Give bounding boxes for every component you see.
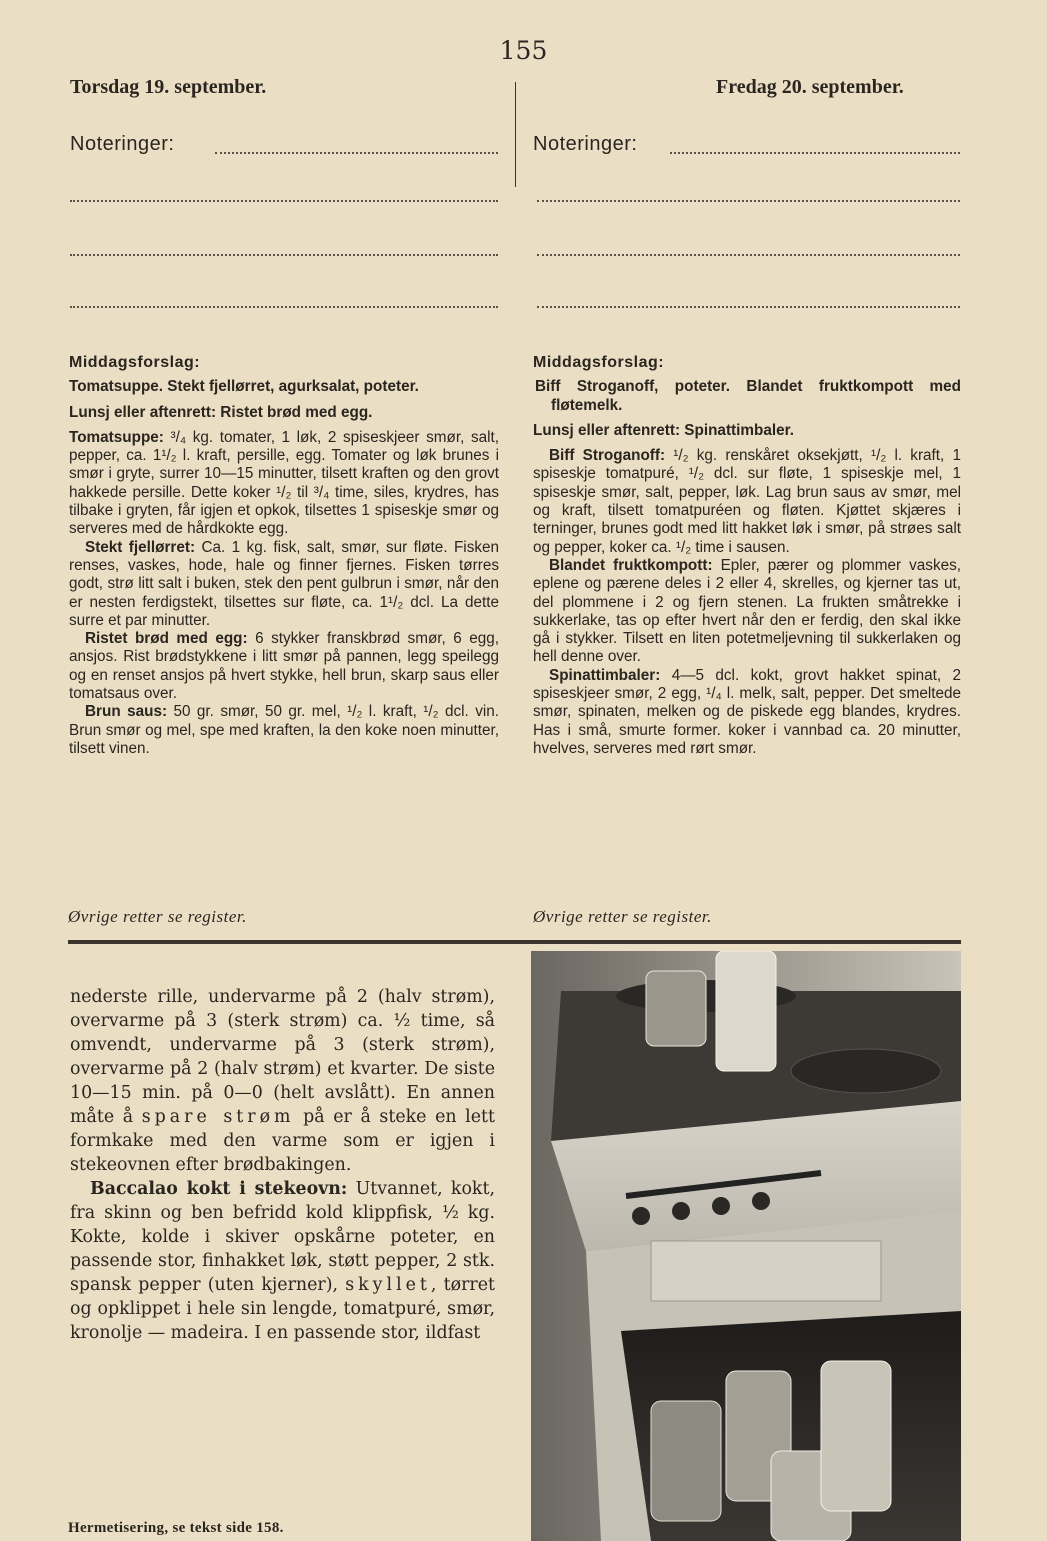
left-recipe-fjellorret [69,539,499,630]
left-recipe-brun-saus [69,703,499,758]
recipe-text: ³/₄ kg. tomater, 1 løk, 2 spiseskjeer smør, salt, pepper, ca. 1¹/₂ l. kraft, persille, egg. Tomater og løk brunes i smør i gryte, surrer 10—15 minutter, tilsett kraften og den grovt hakkede persille. Dette koker ¹/₂ til ³/₄ time, siles, krydres, has tilbake i gryten, får igjen et opkok, tilsettes 1 spiseskje smør og serveres med de hårdkokte egg. [69,428,499,538]
recipe-text: Epler, pærer og plommer vaskes, eplene og pærene deles i 2 eller 4, skrelles, og kjerner tas ut, del plommene i 2 og fjern stenen. La frukten småtrekke i sukkerlake, tas op efter hvert når den er ferdig, den skal ikke gå i stykker. Tilsett en liten potetmeljevning til sukkerlaken og hell denne over. [533,556,961,666]
left-day-title: Torsdag 19. september. [70,76,267,98]
text-run: , tørret og opklippet i hele sin lengde, tomatpuré, smør, kronolje — madeira. I en passende stor, ildfast [70,1275,495,1343]
oven-jar-4 [821,1361,891,1511]
page-number: 155 [499,36,548,65]
left-notes-line-3 [70,254,498,256]
oven-jar-1 [651,1401,721,1521]
knob-icon [752,1192,770,1210]
left-lunch-line: Lunsj eller aftenrett: Ristet brød med egg. [69,403,373,421]
column-divider [515,82,516,187]
knob-icon [672,1202,690,1220]
right-footer-note: Øvrige retter se register. [533,907,712,926]
right-notes-line-4 [537,306,960,308]
right-notes-label: Noteringer: [533,133,638,155]
knob-icon [712,1197,730,1215]
recipe-text: Ca. 1 kg. fisk, salt, smør, sur fløte. Fisken renses, vaskes, hode, hale og finner fjernes. Fisken tørres godt, strø litt salt i buken, stek den pent gulbrun i smør, når den er nesten ferdigstekt, tilsettes sur fløte, ca. 1¹/₂ dcl. La dette surre et par minutter. [69,538,500,629]
section-rule [68,940,961,944]
right-notes-line-2 [537,200,960,202]
right-recipe-stroganoff [533,447,961,557]
left-notes-label: Noteringer: [70,133,175,155]
burner-front-icon [791,1049,941,1093]
text-run: på er å steke en lett formkake med den varme som er igjen i stekeovnen efter brødbakingen. [70,1107,495,1175]
right-dinner-heading: Middagsforslag: [533,354,665,371]
bottom-footer-note: Hermetisering, se tekst side 158. [68,1520,284,1536]
left-dinner-menu: Tomatsuppe. Stekt fjellørret, agurksalat, poteter. [69,378,419,396]
right-dinner-menu: Biff Stroganoff, poteter. Blandet fruktkompott med fløtemelk. [535,378,961,414]
recipe-name: Tomatsuppe: [69,428,164,446]
recipe-text: ¹/₂ kg. renskåret oksekjøtt, ¹/₂ l. kraft, 1 spiseskje tomatpuré, ¹/₂ dcl. sur fløte, 1 spiseskje mel, 1 spiseskje smør, salt, pepper, løk. Lag brun saus av smør, mel og kraft, tilsett tomatpuréen og fløten. Kjøttet skjæres i terninger, brunes godt med litt hakket løk i smør, på strøes salt og pepper, koker ca. ¹/₂ time i sausen. [533,447,962,556]
right-notes-line-3 [537,254,960,256]
right-notes-line-1 [670,152,960,154]
spaced-text: spare strøm [141,1107,295,1127]
recipe-text: 6 stykker franskbrød smør, 6 egg, ansjos. Rist brødstykkene i litt smør på pannen, legg speilegg og en renset ansjos på hvert stykke, hell brun, skarp saus eller tomatsaus over. [69,630,499,703]
right-recipe-fruktkompott [533,557,961,667]
right-day-title: Fredag 20. september. [716,76,904,98]
left-notes-line-2 [70,200,498,202]
left-dinner-heading: Middagsforslag: [69,354,201,371]
jar-top-1 [646,971,706,1046]
recipe-text: 4—5 dcl. kokt, grovt hakket spinat, 2 spiseskjeer smør, 2 egg, ¹/₄ l. melk, salt, pepper. Det smeltede smør, spinaten, melken og de piskede egg blandes, krydres. Has i små, smurte former. koker i vannbad ca. 20 minutter, hvelves, serveres med rørt smør. [533,666,961,757]
spaced-text: skyllet [345,1275,431,1295]
recipe-name: Spinattimbaler: [549,666,661,684]
recipe-text: 50 gr. smør, 50 gr. mel, ¹/₂ l. kraft, ¹/₂ dcl. vin. Brun smør og mel, spe med kraften, la den koke noen minutter, tilsett vinen. [69,703,499,757]
drawer-panel [651,1241,881,1301]
recipe-name: Biff Stroganoff: [549,447,666,465]
recipe-name: Stekt fjellørret: [85,538,196,556]
recipe-name: Brun saus: [85,703,168,721]
right-lunch-line: Lunsj eller aftenrett: Spinattimbaler. [533,421,794,439]
bottom-paragraph-2 [70,1177,495,1345]
right-recipe-column [533,354,961,758]
recipe-name: Ristet brød med egg: [85,630,248,648]
bottom-paragraph-1 [70,985,495,1177]
left-recipe-ristet-brod [69,630,499,703]
text-run: Utvannet, kokt, fra skinn og ben befridd kold klippfisk, ½ kg. Kokte, kolde i skiver opskårne poteter, en passende stor, finhakket løk, støtt pepper, 2 stk. spansk pepper (uten kjerner), [70,1179,495,1295]
stove-illustration [531,951,961,1541]
left-notes-line-1 [215,152,498,154]
jar-top-2 [716,951,776,1071]
left-recipe-tomatsuppe [69,429,499,539]
recipe-name: Baccalao kokt i stekeovn: [90,1179,348,1199]
knob-icon [632,1207,650,1225]
left-recipe-column [69,354,499,758]
right-recipe-spinattimbaler [533,667,961,758]
bottom-body-text [70,985,495,1345]
text-run: nederste rille, undervarme på 2 (halv strøm), overvarme på 3 (sterk strøm) ca. ½ time, så omvendt, undervarme på 3 (sterk strøm), overvarme på 2 (halv strøm) et kvarter. De siste 10—15 min. på 0—0 (helt avslått). En annen måte å [70,987,495,1127]
left-footer-note: Øvrige retter se register. [68,907,247,926]
stove-photo [531,951,961,1541]
left-notes-line-4 [70,306,498,308]
recipe-name: Blandet fruktkompott: [549,556,713,574]
